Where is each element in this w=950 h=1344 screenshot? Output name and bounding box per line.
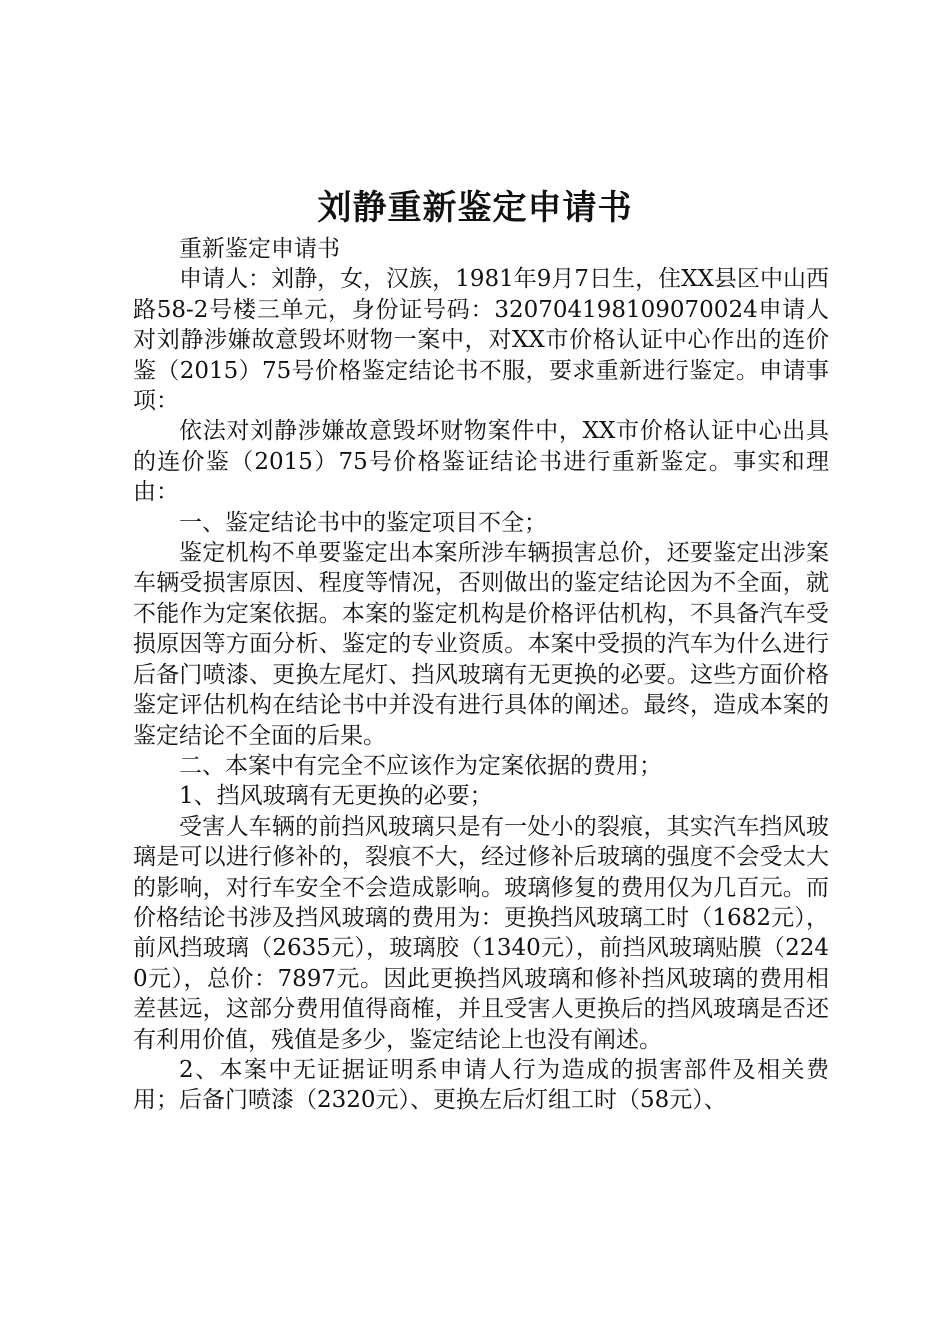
- paragraph-reason-1-title: 一、鉴定结论书中的鉴定项目不全；: [179, 509, 547, 536]
- paragraph-reason-2-item-2: 2、本案中无证据证明系申请人行为造成的损害部件及相关费用；后备门喷漆（2320元）、更换左后灯组工时（58元）、: [133, 1056, 829, 1114]
- paragraph-request: 依法对刘静涉嫌故意毁坏财物案件中，XX市价格认证中心出具的连价鉴（2015）75号价格鉴证结论书进行重新鉴定。事实和理由：: [133, 418, 829, 506]
- paragraph-applicant-info: 申请人：刘静，女，汉族，1981年9月7日生，住XX县区中山西路58-2号楼三单元，身份证号码：320704198109070024申请人对刘静涉嫌故意毁坏财物一案中，对XX市价格认证中心作出的连价鉴（2015）75号价格鉴定结论书不服，要求重新进行鉴定。申请事项：: [133, 266, 829, 415]
- document-body: [133, 234, 829, 1116]
- paragraph-reason-2-item-1-title: 1、挡风玻璃有无更换的必要；: [179, 783, 493, 810]
- paragraph-reason-1-body: 鉴定机构不单要鉴定出本案所涉车辆损害总价，还要鉴定出涉案车辆受损害原因、程度等情况，否则做出的鉴定结论因为不全面，就不能作为定案依据。本案的鉴定机构是价格评估机构，不具备汽车受损原因等方面分析、鉴定的专业资质。本案中受损的汽车为什么进行后备门喷漆、更换左尾灯、挡风玻璃有无更换的必要。这些方面价格鉴定评估机构在结论书中并没有进行具体的阐述。最终，造成本案的鉴定结论不全面的后果。: [133, 540, 829, 749]
- paragraph-heading: 重新鉴定申请书: [179, 236, 340, 262]
- paragraph-reason-2-title: 二、本案中有完全不应该作为定案依据的费用；: [179, 752, 662, 779]
- paragraph-reason-2-item-1-body: 受害人车辆的前挡风玻璃只是有一处小的裂痕，其实汽车挡风玻璃是可以进行修补的，裂痕不大，经过修补后玻璃的强度不会受太大的影响，对行车安全不会造成影响。玻璃修复的费用仅为几百元。而价格结论书涉及挡风玻璃的费用为：更换挡风玻璃工时（1682元），前风挡玻璃（2635元），玻璃胶（1340元），前挡风玻璃贴膜（2240元），总价：7897元。因此更换挡风玻璃和修补挡风玻璃的费用相差甚远，这部分费用值得商榷，并且受害人更换后的挡风玻璃是否还有利用价值，残值是多少，鉴定结论上也没有阐述。: [133, 813, 829, 1053]
- document-title: 刘静重新鉴定申请书: [317, 188, 633, 228]
